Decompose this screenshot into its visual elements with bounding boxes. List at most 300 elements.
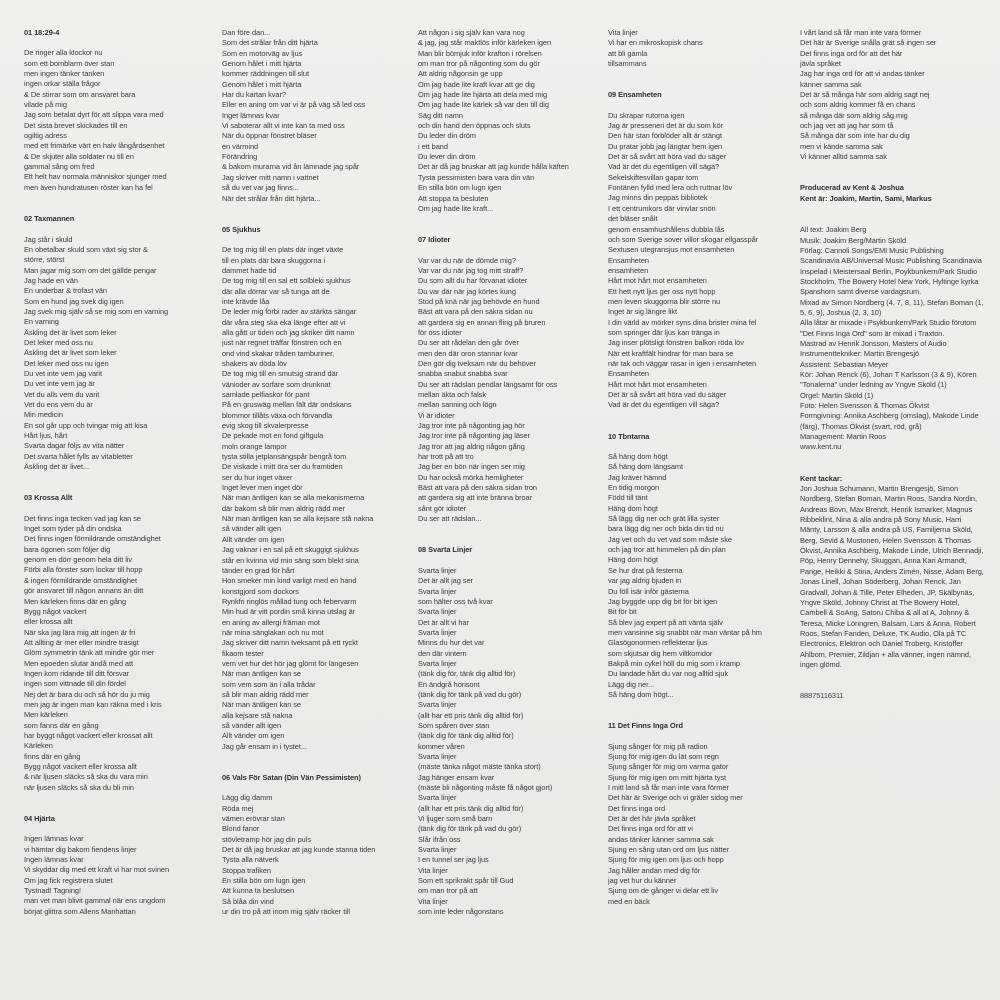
lyric-line: Att någon i sig själv kan vara nog [418, 28, 525, 37]
lyric-line: Du ser att rädslan... [418, 514, 482, 524]
lyric-line: Det finns inga tecken vad jag kan se [24, 513, 141, 523]
lyric-line: En stilla bön om lugn igen [222, 876, 306, 886]
lyric-line: Häng dom högt [608, 555, 658, 565]
lyric-line: Om jag hade lite hjärta att dela med mig [418, 90, 548, 100]
lyric-line: Genom hålet i mitt hjärta [222, 59, 302, 69]
lyric-line: Det finns inga ord [608, 803, 666, 813]
lyric-line: stövletramp hör jag din puls [222, 834, 311, 844]
lyric-line: eller krossa allt [24, 617, 73, 627]
lyric-line: Som det strålar från ditt hjärta [222, 38, 318, 48]
lyric-line: Jag inser plötsligt fönstren balkon röda löv [608, 338, 744, 348]
lyric-line: På en gruswäg mellan fält där ondskans [222, 400, 352, 410]
lyric-line: Hårt mot hårt mot ensamheten [608, 379, 707, 389]
lyric-line: finns där en gång [24, 751, 81, 761]
lyric-line: Vi känner alltid samma sak [800, 152, 887, 162]
lyric-line: men vi kände samma sak [800, 141, 883, 151]
lyric-line: Så häng dom längsamt [608, 462, 684, 472]
lyric-line: Ett helt hav normala människor sjunger med [24, 172, 167, 182]
lyric-line: Den här stan förblöder allt är stängt [608, 131, 723, 141]
lyric-line: Blond fanor [222, 824, 260, 834]
lyric-line: Kärleken [24, 741, 53, 751]
credit-line: Assistent: Sebastian Meyer [800, 359, 889, 369]
credit-line: Inspelad i Meistersaal Berlin, Poykbunkern/Park Studio Stockholm, The Bowery Hotel New York, Hyltinge kyrka Spanshorn samt diverse vardagsrum. [800, 266, 979, 297]
lyric-line: Förändring [222, 152, 258, 162]
lyric-line: att gardera sig att inte bränna broar [418, 493, 533, 503]
lyric-line: Stod på knä när jag behövde en hund [418, 296, 540, 306]
lyric-line: Jag håller andan med dig för [608, 865, 701, 875]
track-title: 07 Idioter [418, 235, 451, 245]
lyric-line: Som en hund jag svek dig igen [24, 296, 124, 306]
lyric-line: (mäste bli någonting måste få något gjort) [418, 783, 553, 793]
lyric-line: vem vet hur det hör jag glömt för längesen [222, 658, 359, 668]
column-5 [800, 28, 984, 723]
lyric-line: har byggt något vackert eller krossat allt [24, 730, 153, 740]
lyric-line: andas tänker känner samma sak [608, 834, 714, 844]
lyric-line: Som en motorväg av ljus [222, 48, 303, 58]
lyric-line: ingen som vittnade till din fördel [24, 679, 126, 689]
lyric-line: Vi har en mikroskopisk chans [608, 38, 703, 48]
lyric-line: Äskling det är livet... [24, 462, 89, 472]
track-title: 06 Vals För Satan (Din Vän Pessimisten) [222, 773, 361, 783]
lyric-line: tänder en grad för hårt [222, 565, 295, 575]
lyric-line: så blir man aldrig rädd mer [222, 689, 309, 699]
lyric-line: Jag som betalat dyrt för att slippa vara med [24, 110, 164, 120]
lyric-line: Ingen lämnas kvar [24, 855, 84, 865]
text-section [24, 214, 208, 472]
lyric-line: En varning [24, 317, 59, 327]
text-section [418, 235, 602, 524]
lyric-line: Har du kartan kvar? [222, 90, 286, 100]
lyric-line: genom ensamhushållens dubbla lås [608, 224, 725, 234]
lyric-line: börjat glittra som Allens Manhattan [24, 906, 136, 916]
credit-line: Orgel: Martin Sköld (1) [800, 390, 874, 400]
lyric-line: Sextusen utegransjus mot ensamheten [608, 245, 735, 255]
lyric-line: inte krävde låa [222, 296, 270, 306]
text-section [24, 493, 208, 793]
lyric-line: Jag vet och du vet vad som måste ske [608, 534, 732, 544]
lyric-line: konstgjord som dockors [222, 586, 299, 596]
lyric-line: Så många där som inte har du dig [800, 131, 910, 141]
lyric-line: Glöm symmetrin tänk att mindre gör mer [24, 648, 155, 658]
lyric-line: I vårt land så får man inte vara förmer [800, 28, 922, 37]
lyric-line: Svarta linjer [418, 793, 457, 803]
lyric-line: Det här är Sverige och vi gräler sidog mer [608, 793, 743, 803]
text-section [24, 28, 208, 193]
lyric-line: och som aldrig kommer få en chans [800, 100, 916, 110]
text-section [608, 90, 792, 410]
lyric-line: (tänk dig för tänk på vad du gör) [418, 689, 522, 699]
lyric-line: tysta stilla jetplansängspår bengrå tom [222, 452, 347, 462]
lyric-line: Det är så svårt att höra vad du säger [608, 390, 727, 399]
column-1 [24, 28, 208, 938]
lyric-line: där alla dörrar var så tunga att de [222, 286, 330, 296]
lyric-line: ond vind skakar tråden tamburiner, [222, 348, 335, 358]
lyric-line: Vi är idioter [418, 410, 455, 420]
lyric-line: & De stirrar som om ansvaret bara [24, 89, 136, 99]
lyric-line: Min medicin [24, 410, 63, 420]
lyric-line: Häng dom högt [608, 503, 658, 513]
lyric-line: & när ljusen släcks så ska du vara min [24, 772, 148, 782]
lyric-line: Jag vaknar i en sal på ett skuggigt sjukhus [222, 545, 359, 555]
lyric-line: att gardera sig en annan fling på bruren [418, 317, 546, 327]
lyric-line: om man tror på att [418, 886, 478, 896]
lyric-line: En tidig morgon [608, 483, 660, 493]
lyric-line: Sjung om de gånger vi delar ett liv [608, 886, 718, 896]
lyric-line: Jag minns din peppas bibliotek [608, 193, 708, 203]
lyric-line: Allt vänder om igen [222, 731, 285, 741]
lyric-line: Var var du när jag tog mitt straff? [418, 265, 524, 275]
lyric-line: Sjung för mig igen om mitt hjärta tyst [608, 772, 727, 782]
lyric-line: där bakom så blir man aldrig rädd mer [222, 503, 346, 513]
lyric-line: Om jag hade lite kraft... [418, 203, 494, 213]
lyric-line: vilade på mig [24, 100, 67, 110]
lyric-line: Född till tänt [608, 493, 648, 503]
lyric-line: Bäst att vara på den säkra sidan nu [418, 307, 533, 317]
lyric-line: En obetalbar skuld som växt sig stor & [24, 244, 148, 254]
lyric-line: Så blåa din vind [222, 896, 274, 906]
lyric-line: Jag är presseneri det är du som kör [608, 121, 723, 131]
lyric-line: En sol går upp och tvingar mig att kisa [24, 420, 148, 430]
credit-line: Jon Joshua Schumann, Martin Brengesjö, Simon Nordberg, Stefan Boman, Martin Roos, Sandra Nordin, Andreas Bovn, Max Brendt, Henrik Ismarker, Magnus Ribbeklint, Nina & alla andra på Sony Music, Harri Mänty, Larsson & alla andra på US, Familjerna Sköld, Berg, Sevid & Mustonen, Helen Svensson & Thomas Ökvist, Annika Aschberg, Makode Linde, Ulrich Bennadji, Pöp, Henry Dennehy, Skuggan, Anna Kari Armandt, Pange, Heikki & Stina, Anders Zimén, Nisse, Adam Berg, Jonas Linell, Johan Söderberg, Johan Renck, Jan Gradvall, Johan & Tille, Peter Elheden, JP, Skälbynäs, Yngve Sköld, Johnny Christ at The Bowery Hotel, Cambell & SoAng, Satoru Chiba & all at A, Johnny & Teresa, Micke Lönngren, Balsam, Lars & Anna, Robert Roos, Stefan Fanden, Deluxe, TK Audio, Ola på TC Electronics, Elektron och Daniel Troberg, Kristoffer Ahlbom, Premier, Zildjan + alla vänner, ingen nämnd, ingen glömd. [800, 484, 984, 669]
lyric-line: (allt har ett pris tänk dig alltid för) [418, 710, 524, 720]
lyric-line: Säg ditt namn [418, 110, 463, 120]
lyric-line: större, störst [24, 255, 65, 265]
lyric-line: genom en dörr genom hela ditt liv [24, 555, 133, 565]
lyric-line: Att kunna ta beslutsen [222, 886, 295, 896]
lyric-line: Röda mej [222, 803, 254, 813]
lyric-line: om man tror på någonting som du gör [418, 59, 540, 69]
lyric-line: att bli gamla [608, 48, 648, 58]
lyric-line: Om jag hade lite kärlek så var den till dig [418, 100, 549, 110]
lyric-line: Det finns ingen förmildrande omständighet [24, 534, 161, 544]
lyric-line: Glasögonormen reflekterar ljus [608, 638, 708, 648]
lyric-line: Ensamheten [608, 369, 649, 379]
lyric-line: Svarta linjer [418, 845, 457, 855]
lyric-line: Om jag hade lite kraft kvar att ge dig [418, 79, 535, 89]
lyric-line: Men kärleken [24, 710, 68, 720]
credit-line: Musik: Joakim Berg/Martin Sköld [800, 235, 907, 245]
lyric-line: Jag skriver ditt namn tveksamt på ett ryckt [222, 638, 358, 648]
lyric-line: Sekelskiftesvillan gapar tom [608, 172, 699, 182]
lyric-line: Vet du ens vem du är [24, 400, 93, 409]
track-title: 02 Taxmannen [24, 214, 75, 224]
credit-line: Mixad av Simon Nordberg (4, 7, 8, 11), Stefan Boman (1, 5, 6, 9), Joshua (2, 3, 10) [800, 297, 984, 317]
lyric-line: En stilla bön om lugn igen [418, 183, 502, 193]
lyric-line: & jag, jag står maktlös inför kärleken igen [418, 38, 552, 48]
lyric-line: moln orange lampor [222, 441, 287, 451]
column-3 [418, 28, 602, 939]
lyric-line: men vansinne sig snabbt när man väntar på hm [608, 627, 762, 637]
lyric-line: Det är allt jag ser [418, 576, 473, 586]
lyric-line: gammal sång om fred [24, 162, 95, 172]
lyric-line: jävla språket [800, 59, 841, 69]
lyric-line: jag vet hur du känner [608, 876, 677, 886]
lyric-line: Det svarta hålet fylls av vitabletter [24, 451, 133, 461]
lyric-line: De tog mig till en smutsig strand där [222, 369, 339, 379]
lyric-line: Inget lever men inget dör [222, 483, 303, 493]
lyric-line: Svarta linjer [418, 658, 457, 668]
lyric-line: I din värld av mörker syns dina brister mina fel [608, 317, 757, 327]
lyric-line: och som Sverige sover villor skogar ellgasspår [608, 234, 759, 244]
lyric-line: Sjung sånger för mig om varma gator [608, 762, 729, 772]
lyric-line: Svarta linjer [418, 627, 457, 637]
text-section [800, 474, 984, 671]
lyric-line: Så häng dom högt... [608, 689, 674, 699]
lyric-line: Att allting är mer eller mindre trasigt [24, 637, 139, 647]
lyric-line: Det är så många här som aldrig sagt nej [800, 90, 930, 100]
credit-line: Management: Martin Roos [800, 432, 886, 442]
lyric-line: (tänk dig för tänk på vad du gör) [418, 824, 522, 834]
lyric-line: bara lägg dig ner och bida din tid nu [608, 524, 724, 534]
track-title: 03 Krossa Allt [24, 493, 73, 503]
lyric-line: alla gått ur tiden och jag skriker ditt namn [222, 327, 355, 337]
lyric-line: Sjung för mig igen du lät som regn [608, 751, 719, 761]
lyric-line: Hon smeker min kind varligt med en hand [222, 576, 357, 586]
lyric-line: Du vet inte vem jag varit [24, 368, 103, 378]
lyric-line: Äskling det är livet som leker [24, 348, 117, 358]
track-title: 05 Sjukhus [222, 224, 261, 234]
lyric-line: Fontänen fylld med lera och ruttnar löv [608, 183, 733, 193]
lyric-line: som vem som än i alla trådar [222, 679, 316, 689]
lyric-line: men ingen tänker tanken [24, 69, 105, 79]
lyric-line: En underbar & trofast vän [24, 286, 107, 296]
lyric-line: det bläser snålt [608, 214, 658, 224]
lyric-line: för oss idioter [418, 327, 462, 337]
lyric-line: den där vintern [418, 648, 467, 658]
lyric-line: gör ansvaret till någon annans än ditt [24, 586, 144, 596]
lyric-line: Du som allt du har förvanat idioter [418, 276, 528, 286]
lyric-line: man vet man blivit gammal när ens ungdom [24, 896, 166, 906]
lyric-line: känner samma sak [800, 79, 862, 89]
lyric-line: när mina sänglakan och nu mot [222, 627, 324, 637]
lyric-line: Vita linjer [608, 28, 638, 37]
lyric-line: kommer våren [418, 741, 465, 751]
lyric-line: Men kärleken finns där en gång [24, 596, 127, 606]
lyric-line: Hårt mot hårt mot ensamheten [608, 276, 707, 286]
lyric-line: som ett bomblarm över stan [24, 58, 115, 68]
lyric-line: Vad är det du egentligen vill säga? [608, 162, 720, 172]
lyric-line: De tog mig till en sal ett solbleki sjukhus [222, 276, 351, 286]
track-title: 09 Ensamheten [608, 90, 662, 100]
lyric-line: Inget är sig längre likt [608, 307, 678, 317]
track-title: 04 Hjärta [24, 814, 55, 824]
lyric-line: Jag tror inte på någonting jag hör [418, 421, 525, 431]
lyric-line: kommer räddningen till slut [222, 69, 309, 79]
text-section [800, 183, 984, 204]
lyric-line: Slår ifrån oss [418, 834, 461, 844]
lyric-line: Min hud är vitt pordin små kinna utslag är [222, 607, 356, 617]
lyric-line: mellan sanning och lögn [418, 400, 497, 410]
lyric-line: Jag tror att jag aldrig någon gång [418, 441, 525, 451]
lyric-line: De pekade mot en fond giftgula [222, 431, 324, 441]
credit-line: Alla låtar är mixade i Psykbunkern/Park Studio förutom "Det Finns Inga Ord" som är mixad i Traxton. [800, 318, 977, 338]
credit-line: Förlag: Cannoli Songs/EMI Music Publishing Scandinavia AB/Universal Music Publishing Scandinavia [800, 245, 982, 266]
lyric-line: Stoppa trafiken [222, 865, 271, 875]
lyric-line: Vita linjer [418, 896, 448, 906]
lyric-line: Du vet inte vem jag är [24, 379, 95, 389]
lyric-line: Som spåren över stan [418, 720, 490, 730]
lyric-line: Ingen lämnas kvar [24, 834, 84, 844]
lyric-line: Inget lämnas kvar [222, 110, 280, 120]
lyric-line: Du föll isär inför gästerna [608, 586, 689, 596]
lyric-line: Bit för bit [608, 607, 637, 617]
lyric-line: De tog mig till en plats där inget växte [222, 245, 344, 255]
lyric-line: så vänder allt igen [222, 524, 282, 534]
lyric-line: Det finns inga ord för att det här [800, 48, 903, 58]
lyric-line: Du ser att rädslan pendlar längsamt för oss [418, 379, 558, 389]
text-section [608, 28, 792, 69]
lyric-line: Ensamheten [608, 255, 649, 265]
lyric-line: till en plats där bara skuggorna i [222, 255, 326, 265]
lyric-line: Bygg något vackert [24, 606, 87, 616]
lyric-line: Jag ber en bön när ingen ser mig [418, 462, 525, 472]
lyric-line: Bakpå min cykel höll du mig som i kramp [608, 658, 740, 668]
lyric-line: så många där som aldrig såg mig [800, 110, 908, 120]
lyric-line: De viskade i mitt öra ser du framtiden [222, 462, 343, 472]
lyric-line: När ett kraftfält hindrar för man bara se [608, 348, 734, 358]
lyric-line: När man äntligen kan se [222, 669, 301, 679]
lyric-line: I mitt land så får man inte vara förmer [608, 783, 729, 792]
lyric-line: Äskling det är livet som leker [24, 327, 117, 337]
lyric-line: och din hand den öppnas och sluts [418, 121, 531, 131]
lyric-line: När man äntligen kan se alla kejsare stå nakna [222, 514, 374, 524]
lyric-line: Det är så svårt att höra vad du säger [608, 152, 727, 162]
track-title: 11 Det Finns Inga Ord [608, 721, 683, 731]
lyric-line: vi hämtar dig bakom fiendens linjer [24, 844, 137, 854]
lyric-line: Tysta pessimisten bara vara din vän [418, 172, 535, 182]
lyric-line: men jag är ingen man kan räkna med i kris [24, 699, 162, 709]
lyric-line: Hårt ljus, hårt [24, 431, 68, 441]
lyric-line: Så blev jag expert på att vänta själv [608, 617, 723, 627]
lyric-line: Att stoppa ta besluten [418, 193, 489, 203]
lyric-line: När det strålar från ditt hjärta... [222, 193, 321, 203]
lyric-line: Det här är Sverige snålla grät så ingen ser [800, 38, 937, 48]
lyric-line: mellan äkta och falsk [418, 390, 486, 399]
credit-line: Instrumenttekniker: Martin Brengesjö [800, 349, 919, 359]
lyric-line: Sjung för mig igen om ljus och hopp [608, 855, 724, 865]
lyric-line: De leder mig förbi rader av stärkta sängar [222, 307, 357, 317]
text-section [222, 28, 406, 204]
lyric-line: samlade pelfiaskor för pant [222, 390, 310, 399]
lyric-line: sånt gör idioter [418, 503, 467, 513]
lyric-line: Eller en aning om var vi är på väg så led oss [222, 100, 366, 110]
text-section [800, 225, 984, 453]
lyric-line: (tänk dig för, tänk dig alltid för) [418, 669, 516, 679]
lyric-line: Att aldrig någonsin ge upp [418, 69, 503, 79]
lyric-line: Genom hålet i mitt hjärta [222, 79, 302, 89]
lyric-line: Vet du alls vem du varit [24, 389, 100, 399]
lyric-line: När du öppnar fönstret bläser [222, 131, 317, 141]
lyric-line: blommor tillåts växa och förvandla [222, 410, 333, 420]
lyric-line: Den gör dig tveksam när du behöver [418, 358, 536, 368]
lyric-line: Det finns inga ord för att vi [608, 824, 693, 834]
lyric-line: Det är allt vi har [418, 617, 469, 627]
lyric-line: Svarta linjer [418, 700, 457, 710]
credit-line: Mastrad av Henrik Jonsson, Masters of Audio [800, 338, 947, 348]
lyric-line: Jag skriver mitt namn i vattnet [222, 172, 319, 182]
lyric-line: men även hundratusen röster kan ha fel [24, 182, 153, 192]
column-4 [608, 28, 792, 928]
lyric-line: evig skog till skvalerpresse [222, 421, 309, 431]
lyric-line: Jag svek mig själv så se mig som en varning [24, 306, 169, 316]
lyric-line: När man äntligen kan se alla mekanismerna [222, 493, 365, 503]
track-title: 01 18:29-4 [24, 28, 60, 37]
lyric-line: Som ett sprikrakt spår till Gud [418, 876, 514, 886]
track-title: 08 Svarta Linjer [418, 545, 473, 555]
lyric-line: Ingen kom ridande till ditt försvar [24, 668, 130, 678]
lyric-line: Bygg något vackert eller krossa allt [24, 762, 137, 771]
lyric-line: Tystnad! Tagning! [24, 886, 81, 896]
lyric-line: Vita linjer [418, 865, 448, 875]
lyric-line: Inget som tyder på din ondska [24, 524, 122, 534]
lyric-line: Det är då jag bruskar att jag kunde stanna tiden [222, 845, 376, 855]
lyric-line: Det är då jag bruskar att jag kunde hålla käften [418, 162, 569, 172]
lyric-line: Så lägg dig ner och grät lilla syster [608, 514, 720, 524]
lyric-line: En ändgrå horisont [418, 679, 480, 689]
lyric-line: Du pratar jobb jag längtar hem igen [608, 141, 723, 151]
lyric-line: men leven skuggorna blir större nu [608, 296, 721, 306]
lyric-line: Förbi alla fönster som lockar till hopp [24, 565, 143, 575]
lyric-line: så du vet var jag finns... [222, 183, 299, 193]
text-section [222, 773, 406, 917]
lyric-line: just när regnet träffar fönstren och en [222, 338, 342, 348]
lyric-line: Jag tror inte på någonting jag läser [418, 431, 531, 441]
lyric-line: När man äntligen kan se [222, 700, 301, 710]
lyric-line: Vi ljuger som små barn [418, 814, 493, 824]
lyric-line: ser du hur inget växer [222, 472, 293, 482]
lyric-line: & ingen förmildrande omständighet [24, 575, 137, 585]
lyric-line: Rynkfri ringlös mållad tung och febervarm [222, 596, 357, 606]
lyric-line: Svarta linjer [418, 586, 457, 596]
lyric-line: i ett band [418, 141, 448, 151]
lyric-line: när tak och väggar rasar in igen i ensamheten [608, 358, 757, 368]
credit-line: Kör: Johan Renck (6), Johan T Karlsson (3 & 9), Kören "Tonalerna" under ledning av Yngve Sköld (1) [800, 369, 977, 390]
lyric-line: har trott på att tro [418, 452, 474, 462]
lyric-line: ingen orkar ställa frågor [24, 79, 101, 89]
lyric-line: Svarta dagar följs av vita nätter [24, 441, 125, 451]
lyric-line: Svarta linjer [418, 565, 457, 575]
lyric-line: tillsammans [608, 59, 647, 69]
lyric-line: (allt har ett pris tänk dig alltid för) [418, 803, 524, 813]
lyric-line: vänioder av sorfare som drunknat [222, 379, 331, 389]
lyric-line: Det leker med oss nu igen [24, 358, 109, 368]
lyric-line: en värmind [222, 141, 259, 151]
lyric-line: Lägg dig damm [222, 793, 273, 803]
lyric-line: Minns du hur det var [418, 638, 485, 648]
lyric-line: Du har också mörka hemligheter [418, 472, 524, 482]
text-section [608, 721, 792, 907]
lyric-line: Det sista brevet skickades till en [24, 120, 128, 130]
lyric-line: Jag står i skuld [24, 234, 73, 244]
credit-line: www.kent.nu [800, 442, 842, 452]
lyric-line: Jag byggde upp dig bit för bit igen [608, 596, 718, 606]
lyric-line: vämen erövrar stan [222, 814, 285, 824]
lyric-line: och jag tror att himmelen på din plan [608, 545, 726, 555]
lyric-line: dammet hade tid [222, 265, 277, 275]
lyric-line: Man jagar mig som om det gällde pengar [24, 265, 157, 275]
credit-line: Formgivning: Annika Aschberg (omslag), Makode Linde (färg), Thomas Ökvist (svart, röd, grå) [800, 411, 979, 431]
lyric-line: som fanns där en gång [24, 720, 99, 730]
lyric-line: Om jag fick registrera slutet [24, 875, 113, 885]
lyric-line: Jag hade en vän [24, 275, 78, 285]
lyric-line: Vad är det du egentligen vill säga? [608, 400, 720, 410]
lyric-line: Sjung en sång utan ord om ljus nätter [608, 845, 729, 855]
lyric-line: Sjung sånger för mig på radion [608, 741, 708, 751]
credit-line: Foto: Helen Svensson & Thomas Ökvist [800, 401, 930, 410]
lyric-line: & De skjuter alla soldater nu till en [24, 151, 134, 161]
lyric-line: Nej det är bara du och så hör du ju mig [24, 689, 150, 699]
lyric-line: Allt vänder om igen [222, 534, 285, 544]
